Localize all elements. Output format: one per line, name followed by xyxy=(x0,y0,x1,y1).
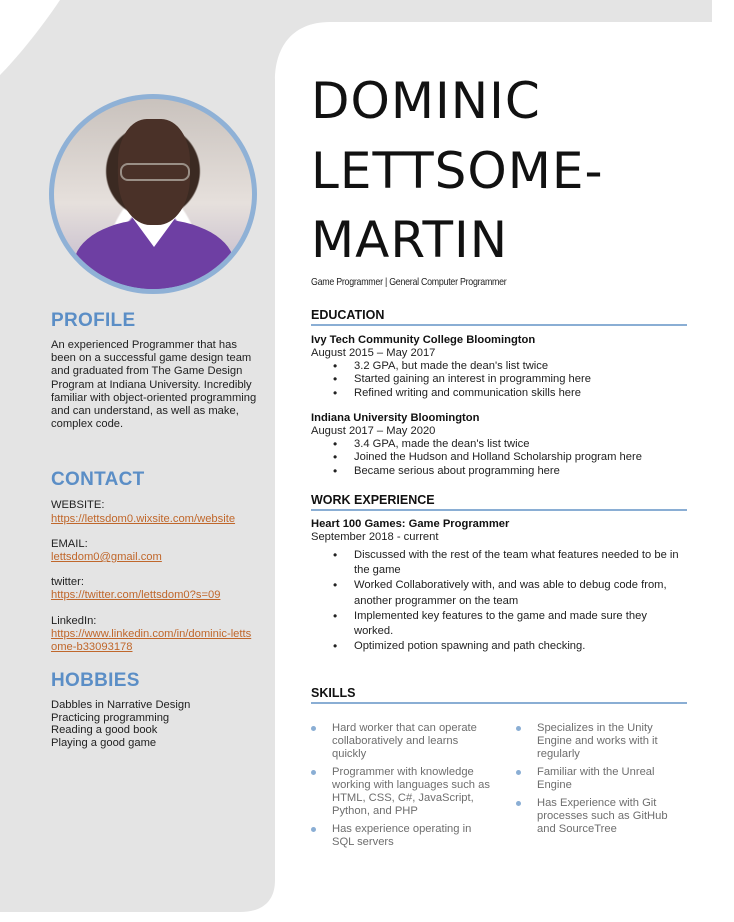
hobby-item: Dabbles in Narrative Design xyxy=(51,699,191,711)
job-subtitle: Game Programmer | General Computer Programmer xyxy=(311,277,507,288)
list-item: • Optimized potion spawning and path checking. xyxy=(311,639,683,654)
email-label: EMAIL: xyxy=(51,538,88,550)
list-item: • 3.2 GPA, but made the dean's list twice xyxy=(311,360,681,373)
list-item: Specializes in the Unity Engine and works with it regularly xyxy=(515,722,680,761)
skills-left xyxy=(310,722,490,854)
education-bullets xyxy=(311,360,681,400)
profile-photo xyxy=(49,94,257,294)
list-item: • 3.4 GPA, made the dean's list twice xyxy=(311,438,681,451)
profile-heading: PROFILE xyxy=(51,310,136,331)
hobbies-heading: HOBBIES xyxy=(51,670,140,691)
education-school: Ivy Tech Community College Bloomington xyxy=(311,334,536,346)
list-item: • Joined the Hudson and Holland Scholarship program here xyxy=(311,451,681,464)
list-item: • Discussed with the rest of the team what features needed to be in the game xyxy=(311,548,683,578)
website-link[interactable]: https://lettsdom0.wixsite.com/website xyxy=(51,513,236,525)
hobby-item: Reading a good book xyxy=(51,724,158,736)
education-school: Indiana University Bloomington xyxy=(311,412,480,424)
list-item: • Started gaining an interest in programming here xyxy=(311,373,681,386)
work-heading: WORK EXPERIENCE xyxy=(311,493,435,507)
education-dates: August 2017 – May 2020 xyxy=(311,425,436,437)
profile-text: An experienced Programmer that has been on a successful game design team and graduated from The Game Design Program at Indiana University. Incredibly familiar with object-oriented programming and can understand, as well as make, complex code. xyxy=(51,339,257,431)
contact-heading: CONTACT xyxy=(51,469,145,490)
education-heading: EDUCATION xyxy=(311,308,385,322)
skills-right xyxy=(515,722,680,841)
section-divider xyxy=(311,702,687,704)
name-line-1: DOMINIC xyxy=(311,72,541,130)
linkedin-label: LinkedIn: xyxy=(51,615,97,627)
list-item: Programmer with knowledge working with languages such as HTML, CSS, C#, JavaScript, Python, and PHP xyxy=(310,766,490,818)
list-item: Has experience operating in SQL servers xyxy=(310,823,490,849)
list-item: Has Experience with Git processes such as GitHub and SourceTree xyxy=(515,797,680,836)
skills-heading: SKILLS xyxy=(311,686,356,700)
work-title: Heart 100 Games: Game Programmer xyxy=(311,518,510,530)
list-item: • Became serious about programming here xyxy=(311,465,681,478)
email-link[interactable]: lettsdom0@gmail.com xyxy=(51,551,162,563)
work-dates: September 2018 - current xyxy=(311,531,439,543)
sidebar xyxy=(0,0,275,922)
list-item: Familiar with the Unreal Engine xyxy=(515,766,680,792)
list-item: • Worked Collaboratively with, and was able to debug code from, another programmer on the team xyxy=(311,578,683,608)
section-divider xyxy=(311,324,687,326)
website-label: WEBSITE: xyxy=(51,499,105,511)
list-item: • Refined writing and communication skills here xyxy=(311,387,681,400)
twitter-link[interactable]: https://twitter.com/lettsdom0?s=09 xyxy=(51,589,221,601)
hobby-item: Playing a good game xyxy=(51,737,157,749)
list-item: Hard worker that can operate collaboratively and learns quickly xyxy=(310,722,490,761)
section-divider xyxy=(311,509,687,511)
linkedin-link[interactable]: https://www.linkedin.com/in/dominic-lettsome-b33093178 xyxy=(51,628,252,653)
name-line-2: LETTSOME- xyxy=(311,142,604,200)
work-bullets xyxy=(311,548,683,654)
name-line-3: MARTIN xyxy=(311,211,509,269)
list-item: • Implemented key features to the game and made sure they worked. xyxy=(311,609,683,639)
twitter-label: twitter: xyxy=(51,576,84,588)
hobby-item: Practicing programming xyxy=(51,712,170,724)
education-bullets xyxy=(311,438,681,478)
education-dates: August 2015 – May 2017 xyxy=(311,347,436,359)
